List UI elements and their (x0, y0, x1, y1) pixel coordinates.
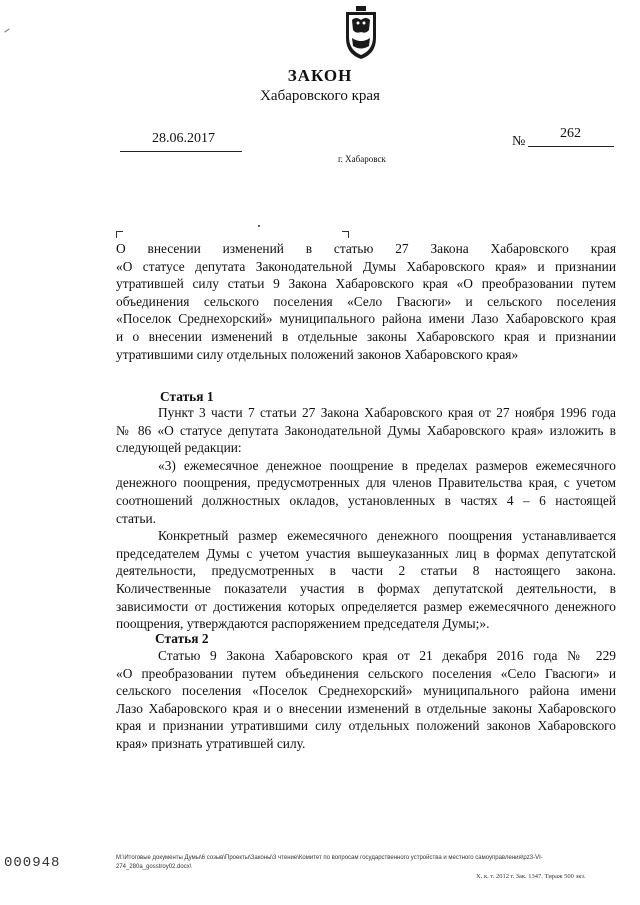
preamble-line: «Поселок Среднехорский» муниципального района имени Лазо Хабаровского края (116, 311, 616, 327)
document-number: 262 (560, 126, 581, 141)
article-line: края» признать утратившей силу. (116, 735, 306, 751)
article-line: председателем Думы с учетом участия вышеуказанных лиц в формах депутатской (116, 545, 616, 561)
article-2-heading: Статья 2 (155, 631, 209, 646)
preamble-line: утратившими силу отдельных положений законов Хабаровского края» (116, 346, 519, 362)
article-line: № 86 «О статусе депутата Законодательной Думы Хабаровского края» изложить в (116, 422, 616, 438)
law-preamble (116, 240, 616, 363)
preamble-line: утратившей силу статьи 9 Закона Хабаровского края «О преобразовании путем (116, 276, 616, 292)
registration-code: 000948 (4, 855, 61, 871)
document-subtitle: Хабаровского края (260, 88, 380, 104)
date-underline (120, 151, 242, 152)
preamble-line: «О статусе депутата Законодательной Думы Хабаровского края» и признании (116, 258, 616, 274)
article-line: «О преобразовании путем объединения сельского поселения «Село Гвасюги» и (116, 665, 616, 681)
article-line: следующей редакции: (116, 440, 242, 456)
article-line: деятельности, предусмотренных в части 2 статьи 8 настоящего закона. (116, 563, 616, 579)
preamble-line: О внесении изменений в статью 27 Закона Хабаровского края (116, 241, 616, 256)
article-line: зависимости от достижения которых определяется размер ежемесячного денежного (116, 598, 616, 614)
article-line: «3) ежемесячное денежное поощрение в пределах размеров ежемесячного (158, 457, 616, 473)
preamble-line: объединения сельского поселения «Село Гвасюги» и сельского поселения (116, 293, 616, 309)
article-2-body (116, 647, 616, 753)
title-bracket-right (342, 231, 349, 238)
document-title: ЗАКОН (287, 66, 353, 85)
article-line: поощрения, утверждаются распоряжением председателя Думы;». (116, 616, 490, 632)
file-path-footer (116, 854, 626, 872)
article-line: денежного поощрения, предусмотренных для членов Правительства края, с учетом (116, 475, 616, 491)
document-city: г. Хабаровск (338, 154, 386, 164)
preamble-line: и о внесении изменений в отдельные законы Хабаровского края и признании (116, 328, 616, 344)
article-1-heading: Статья 1 (160, 389, 214, 404)
article-line: Количественные показатели участия в формах депутатской деятельности, в (116, 580, 616, 596)
article-line: края и признании утратившими силу отдельных положений законов Хабаровского (116, 718, 616, 734)
title-bracket-left (116, 231, 123, 238)
document-date: 28.06.2017 (152, 131, 215, 146)
scan-mark (4, 28, 9, 32)
file-path-line: 274_280a_gosstroy02.docx\ (116, 864, 192, 870)
article-line: Статью 9 Закона Хабаровского края от 21 декабря 2016 года № 229 (158, 648, 616, 663)
article-line: соотношений должностных окладов, установленных в частях 4 – 6 настоящей (116, 492, 616, 508)
coat-of-arms-icon (338, 4, 384, 62)
article-line: статьи. (116, 510, 157, 526)
number-underline (528, 146, 614, 147)
article-line: сельского поселения «Поселок Среднехорский» муниципального района имени (116, 683, 616, 699)
print-info: Х. к. т. 2012 г. Зак. 1347. Тираж 500 экз. (476, 873, 586, 880)
article-line: Пункт 3 части 7 статьи 27 Закона Хабаровского края от 27 ноября 1996 года (158, 405, 616, 420)
number-label: № (512, 134, 526, 149)
scan-dot (258, 225, 260, 227)
file-path-line: M:\Итоговые документы Думы\6 созыв\Проекты\Законы\3 чтение\Комитет по вопросам государственного устройства и местного самоуправления\pz3-VI- (116, 855, 543, 861)
article-line: Лазо Хабаровского края и о внесении изменений в отдельные законы Хабаровского (116, 700, 616, 716)
article-1-body (116, 404, 616, 633)
article-line: Конкретный размер ежемесячного денежного поощрения устанавливается (158, 528, 616, 544)
